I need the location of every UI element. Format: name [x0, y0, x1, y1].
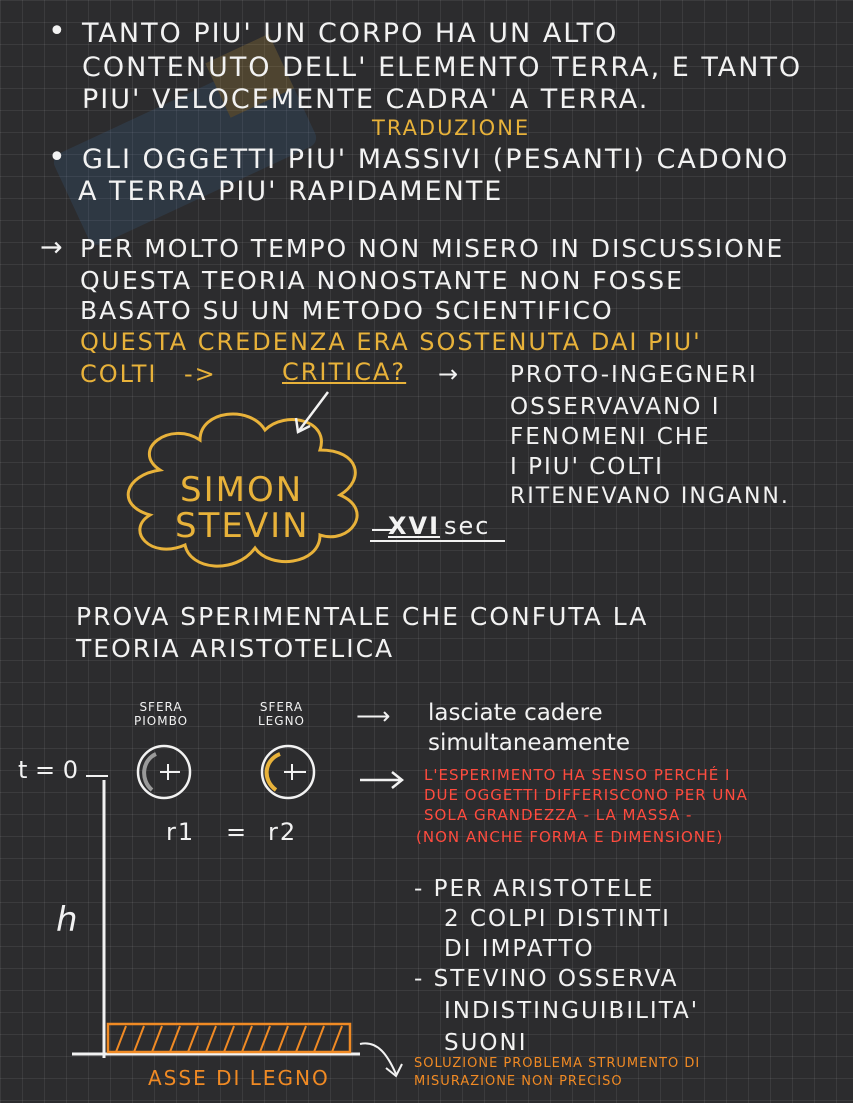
cloud-line1: SIMON — [180, 470, 304, 510]
engineers-line1: PROTO-INGEGNERI — [510, 362, 758, 388]
sphere-lead-line1: SFERA — [139, 700, 183, 714]
belief-arrow: -> — [184, 360, 217, 388]
drop-note-line1: lasciate cadere — [428, 700, 603, 726]
aristotle-line2: 2 COLPI DISTINTI — [444, 906, 671, 932]
sphere-lead-line2: PIOMBO — [134, 714, 189, 728]
aristotle-line5: INDISTINGUIBILITA' — [444, 998, 700, 1024]
arrowhead — [296, 418, 310, 432]
arrow-to-engineers: → — [438, 360, 461, 388]
belief-colti: COLTI — [80, 360, 158, 388]
experiment-note-line1: L'ESPERIMENTO HA SENSO PERCHÉ I — [424, 766, 731, 784]
experiment-note-line2: DUE OGGETTI DIFFERISCONO PER UNA — [424, 786, 748, 804]
arrow-to-experiment-note — [360, 772, 402, 788]
sphere-lead-label — [134, 700, 188, 728]
lead-sphere-shading — [144, 754, 156, 790]
aristotle-line1: - PER ARISTOTELE — [414, 876, 655, 902]
paragraph3-line1: PER MOLTO TEMPO NON MISERO IN DISCUSSIONE — [80, 234, 785, 263]
lead-sphere — [138, 746, 190, 798]
century-label: sec — [444, 512, 491, 540]
arrow-to-solution-note — [360, 1043, 402, 1076]
wood-sphere-mark — [284, 764, 306, 780]
cloud-line2: STEVIN — [175, 506, 310, 546]
sphere-wood-line1: SFERA — [259, 700, 304, 714]
arrow-marker: → — [40, 232, 65, 263]
solution-note-line1: SOLUZIONE PROBLEMA STRUMENTO DI — [414, 1056, 701, 1071]
radius-eq: = — [226, 818, 249, 846]
lead-sphere-mark — [160, 764, 180, 780]
translation-label: TRADUZIONE — [372, 116, 531, 140]
paragraph1-line1: TANTO PIU' UN CORPO HA UN ALTO — [82, 18, 619, 49]
engineers-line4: I PIU' COLTI — [510, 454, 664, 480]
drop-note-line2: simultaneamente — [428, 730, 630, 756]
proof-line2: TEORIA ARISTOTELICA — [76, 634, 395, 663]
paragraph3-line2: QUESTA TEORIA NONOSTANTE NON FOSSE — [80, 266, 684, 295]
radius-r1: r1 — [166, 818, 196, 846]
wooden-board — [108, 1024, 350, 1052]
solution-note-line2: MISURAZIONE NON PRECISO — [414, 1074, 623, 1089]
board-label: ASSE DI LEGNO — [148, 1066, 330, 1090]
bullet: • — [48, 140, 66, 175]
aristotle-line4: - STEVINO OSSERVA — [414, 966, 679, 992]
belief-line1: QUESTA CREDENZA ERA SOSTENUTA DAI PIU' — [80, 328, 702, 356]
radius-r2: r2 — [268, 818, 298, 846]
sphere-wood-label — [258, 700, 305, 728]
wood-sphere — [262, 746, 314, 798]
board-hatching — [116, 1026, 342, 1052]
critica-label: CRITICA? — [282, 358, 407, 386]
bullet: • — [48, 14, 66, 49]
sphere-wood-line2: LEGNO — [258, 714, 305, 728]
paragraph3-line3: BASATO SU UN METODO SCIENTIFICO — [80, 296, 614, 325]
wood-sphere-shading — [267, 754, 280, 790]
paragraph2-line1: GLI OGGETTI PIU' MASSIVI (PESANTI) CADONO — [82, 144, 790, 175]
paragraph2-line2: A TERRA PIU' RAPIDAMENTE — [78, 176, 504, 207]
paragraph1-line3: PIU' VELOCEMENTE CADRA' A TERRA. — [82, 84, 650, 115]
drop-note-arrow: ⟶ — [356, 702, 393, 730]
experiment-note-line4: (NON ANCHE FORMA E DIMENSIONE) — [416, 828, 724, 846]
aristotle-line6: SUONI — [444, 1030, 528, 1056]
engineers-line5: RITENEVANO INGANN. — [510, 484, 790, 509]
aristotle-line3: DI IMPATTO — [444, 936, 595, 962]
height-label: h — [56, 900, 80, 940]
experiment-note-line3: SOLA GRANDEZZA - LA MASSA - — [424, 806, 693, 824]
paragraph1-line2: CONTENUTO DELL' ELEMENTO TERRA, E TANTO — [82, 52, 803, 83]
arrow-from-critica — [298, 392, 328, 432]
time-label: t = 0 — [18, 756, 79, 784]
proof-line1: PROVA SPERIMENTALE CHE CONFUTA LA — [76, 602, 649, 631]
century-numeral: XVI — [388, 512, 441, 540]
engineers-line3: FENOMENI CHE — [510, 424, 711, 450]
engineers-line2: OSSERVAVANO I — [510, 394, 721, 420]
